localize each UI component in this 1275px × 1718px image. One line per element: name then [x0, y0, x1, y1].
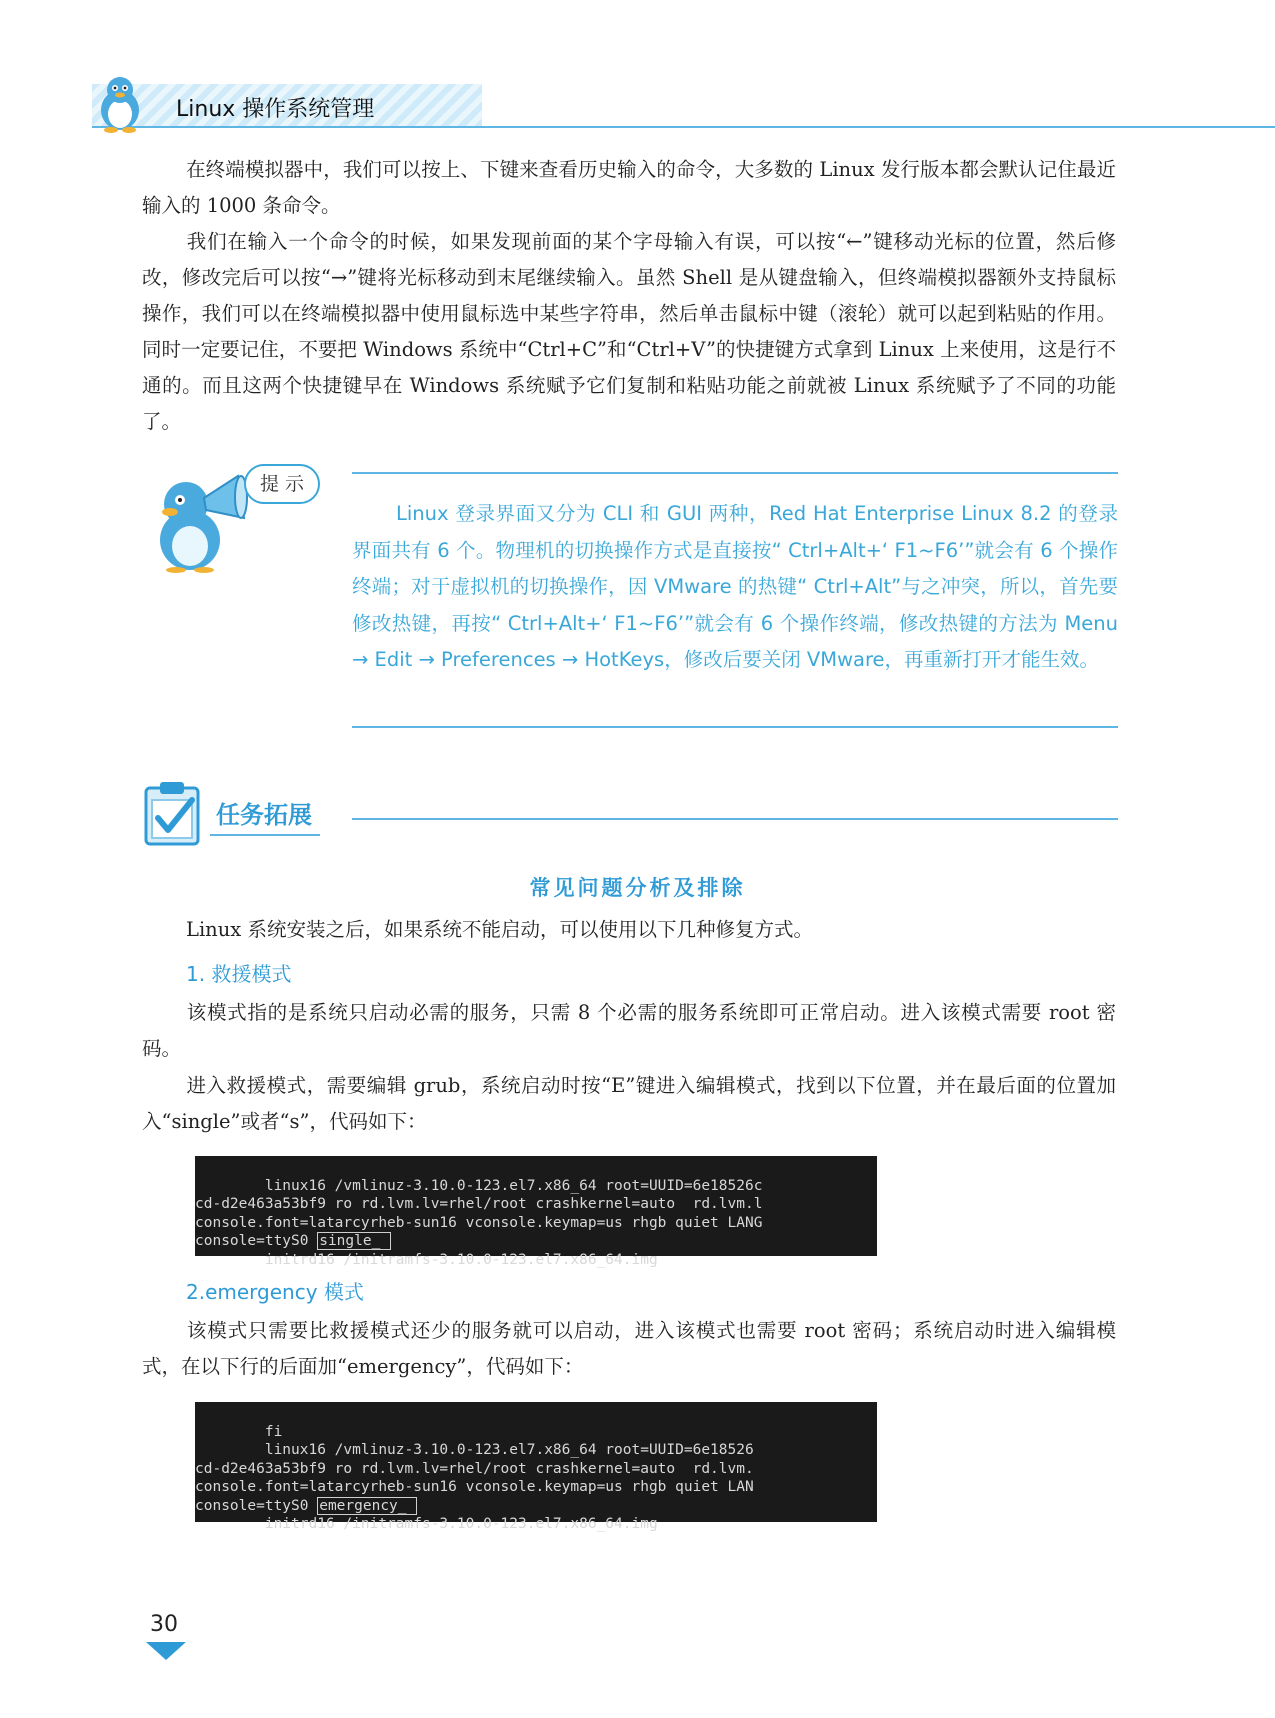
tip-label: 提 示 — [244, 464, 320, 504]
body-paragraph-1: 在终端模拟器中，我们可以按上、下键来查看历史输入的命令，大多数的 Linux 发行版本都会默认记住最近输入的 1000 条命令。 — [142, 158, 1116, 217]
highlighted-parameter: emergency_ — [319, 1497, 416, 1514]
rescue-paragraph-2: 进入救援模式，需要编辑 grub，系统启动时按“E”键进入编辑模式，找到以下位置，并在最后面的位置加入“single”或者“s”，代码如下： — [142, 1074, 1116, 1133]
task-title-underline — [210, 834, 320, 836]
emergency-paragraph-1: 该模式只需要比救援模式还少的服务就可以启动，进入该模式也需要 root 密码；系统启动时进入编辑模式，在以下行的后面加“emergency”，代码如下： — [142, 1319, 1116, 1378]
tip-bottom-rule — [352, 726, 1118, 728]
body-paragraph-2: 我们在输入一个命令的时候，如果发现前面的某个字母输入有误，可以按“←”键移动光标的位置，然后修改，修改完后可以按“→”键将光标移动到末尾继续输入。虽然 Shell 是从键盘输入，但终端模拟器额外支持鼠标操作，我们可以在终端模拟器中使用鼠标选中某些字符串，然后单击鼠标中键（滚轮）就可以起到粘贴的作用。同时一定要记住，不要把 Windows 系统中“Ctrl+C”和“Ctrl+V”的快捷键方式拿到 Linux 上来使用，这是行不通的。而且这两个快捷键早在 Windows 系统赋予它们复制和粘贴功能之前就被 Linux 系统赋予了不同的功能了。 — [142, 230, 1116, 433]
terminal-line: linux16 /vmlinuz-3.10.0-123.el7.x86_64 root=UUID=6e18526 — [195, 1442, 754, 1458]
terminal-line: initrd16 /initramfs-3.10.0-123.el7.x86_64.img — [195, 1251, 658, 1268]
tip-top-rule — [352, 472, 1118, 474]
rescue-mode-heading: 1. 救援模式 — [186, 962, 292, 986]
terminal-line: cd-d2e463a53bf9 ro rd.lvm.lv=rhel/root crashkernel=auto rd.lvm.l — [195, 1196, 763, 1212]
intro-paragraph: Linux 系统安装之后，如果系统不能启动，可以使用以下几种修复方式。 — [186, 918, 813, 941]
terminal-line: initrd16 /initramfs-3.10.0-123.el7.x86_64.img — [195, 1516, 658, 1532]
clipboard-check-icon — [140, 778, 210, 850]
page-marker-triangle-icon — [146, 1642, 186, 1660]
terminal-line: linux16 /vmlinuz-3.10.0-123.el7.x86_64 root=UUID=6e18526c — [195, 1177, 763, 1194]
terminal-line: cd-d2e463a53bf9 ro rd.lvm.lv=rhel/root crashkernel=auto rd.lvm. — [195, 1460, 754, 1477]
tip-text: Linux 登录界面又分为 CLI 和 GUI 两种，Red Hat Enterprise Linux 8.2 的登录界面共有 6 个。物理机的切换操作方式是直接按“ Ctrl+Alt+‘ F1~F6’”就会有 6 个操作终端；对于虚拟机的切换操作，因 VMware 的热键“ Ctrl+Alt”与之冲突，所以，首先要修改热键，再按“ Ctrl+Alt+‘ F1~F6’”就会有 6 个操作终端，修改热键的方法为 Menu → Edit → Preferences → HotKeys，修改后要关闭 VMware，再重新打开才能生效。 — [352, 502, 1118, 671]
terminal-line: fi — [195, 1423, 283, 1440]
header-rule — [92, 126, 1275, 128]
running-header-title: Linux 操作系统管理 — [176, 97, 375, 122]
highlighted-parameter: single_ — [319, 1233, 390, 1249]
terminal-screenshot-rescue — [195, 1156, 877, 1268]
terminal-line: console=ttyS0 single_ — [195, 1233, 390, 1249]
terminal-line: console=ttyS0 emergency_ — [195, 1497, 416, 1514]
task-expansion-title: 任务拓展 — [216, 801, 312, 829]
page-number: 30 — [150, 1612, 178, 1637]
terminal-line: console.font=latarcyrheb-sun16 vconsole.keymap=us rhgb quiet LANG — [195, 1214, 763, 1231]
emergency-mode-heading: 2.emergency 模式 — [186, 1280, 364, 1304]
penguin-logo-icon — [92, 74, 148, 134]
terminal-screenshot-emergency — [195, 1402, 877, 1532]
section-title: 常见问题分析及排除 — [529, 876, 746, 900]
task-rule — [352, 818, 1118, 820]
terminal-line: console.font=latarcyrheb-sun16 vconsole.keymap=us rhgb quiet LAN — [195, 1479, 754, 1495]
rescue-paragraph-1: 该模式指的是系统只启动必需的服务，只需 8 个必需的服务系统即可正常启动。进入该模式需要 root 密码。 — [142, 1001, 1116, 1060]
